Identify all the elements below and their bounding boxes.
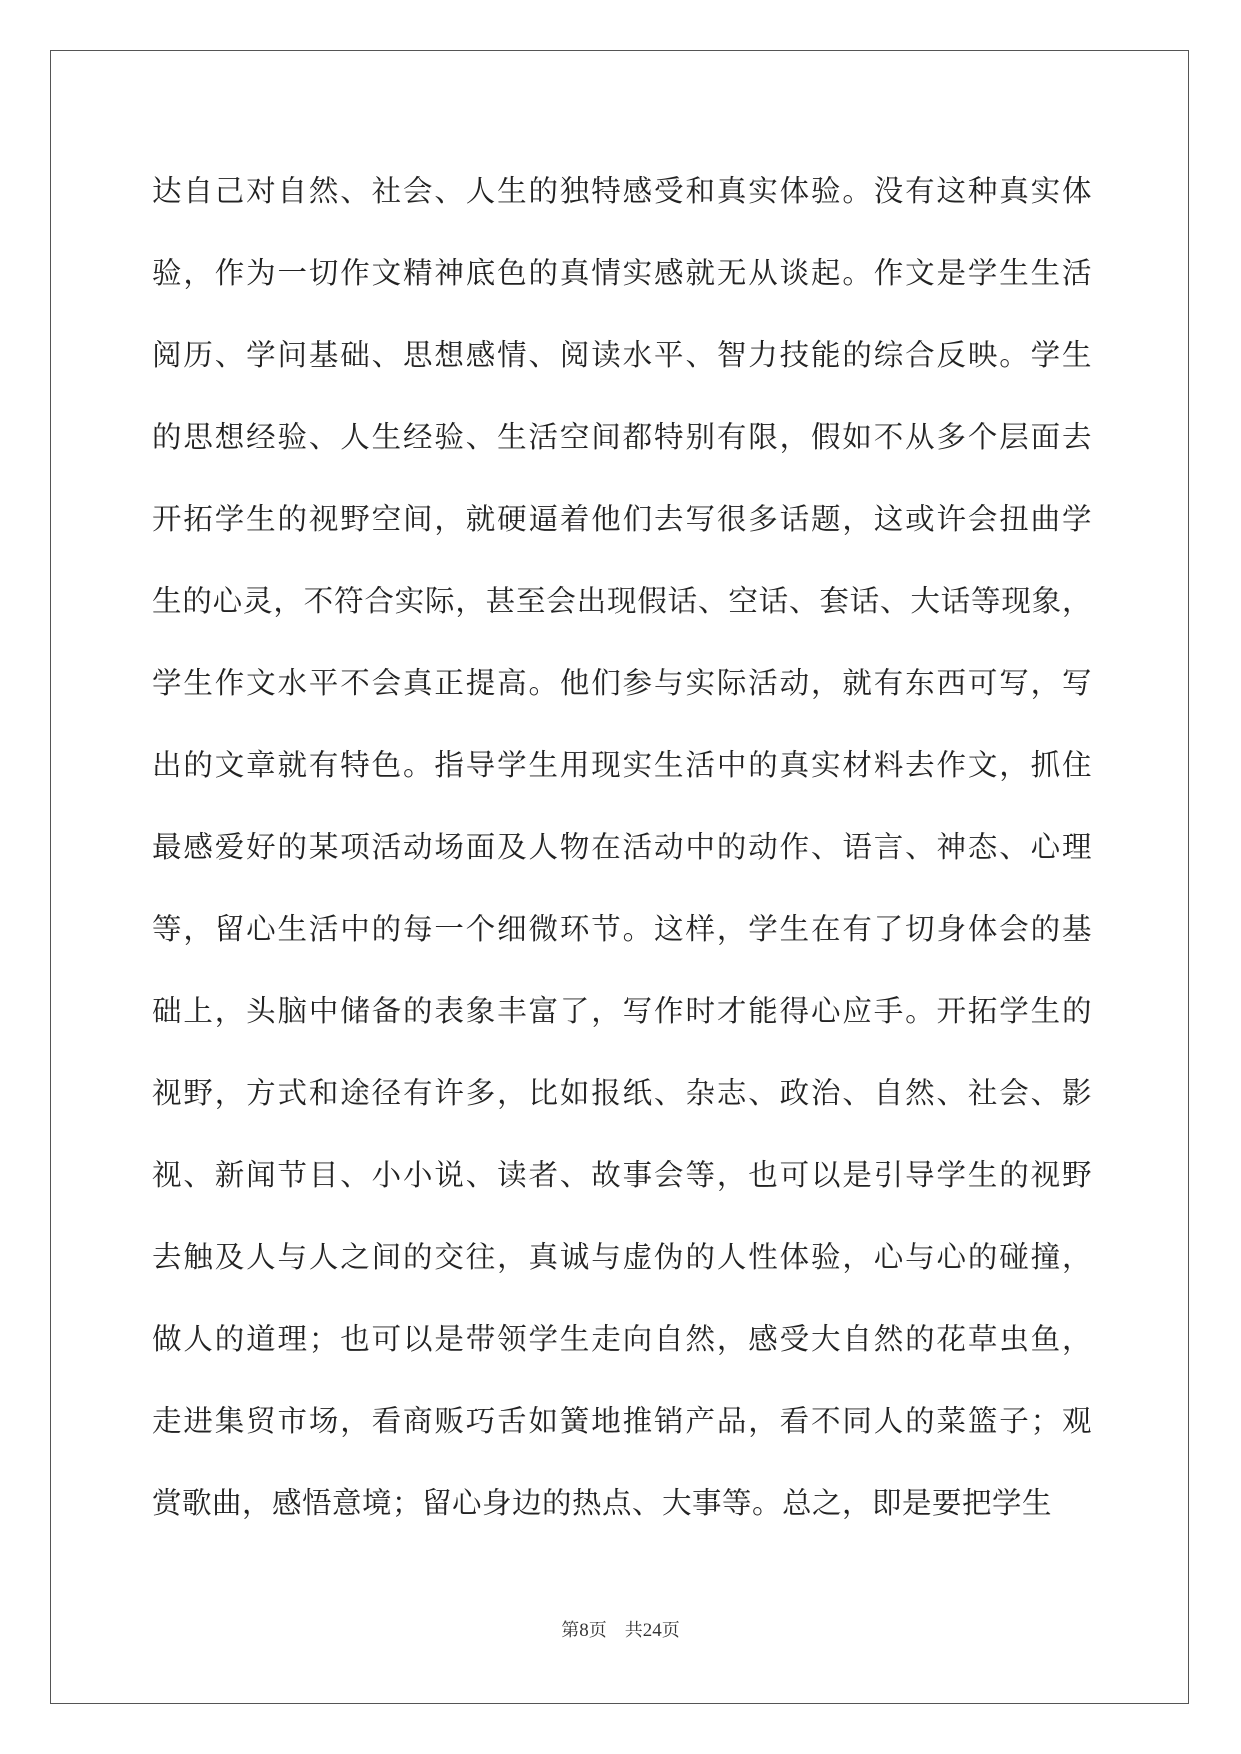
text-line: 出的文章就有特色。指导学生用现实生活中的真实材料去作文，抓住 <box>152 748 1092 782</box>
text-line: 去触及人与人之间的交往，真诚与虚伪的人性体验，心与心的碰撞， <box>152 1240 1092 1274</box>
text-line: 达自己对自然、社会、人生的独特感受和真实体验。没有这种真实体 <box>152 174 1092 208</box>
text-line: 础上，头脑中储备的表象丰富了，写作时才能得心应手。开拓学生的 <box>152 994 1092 1028</box>
page-label-middle: 页 共 <box>588 1620 643 1641</box>
document-body <box>152 166 1092 1560</box>
text-line: 赏歌曲，感悟意境；留心身边的热点、大事等。总之，即是要把学生 <box>152 1486 1053 1520</box>
text-line: 等，留心生活中的每一个细微环节。这样，学生在有了切身体会的基 <box>152 912 1092 946</box>
page-footer <box>0 1616 1241 1642</box>
text-line: 走进集贸市场，看商贩巧舌如簧地推销产品，看不同人的菜篮子；观 <box>152 1404 1092 1438</box>
text-line: 学生作文水平不会真正提高。他们参与实际活动，就有东西可写，写 <box>152 666 1092 700</box>
text-line: 做人的道理；也可以是带领学生走向自然，感受大自然的花草虫鱼， <box>152 1322 1092 1356</box>
page-label-suffix: 页 <box>661 1620 680 1641</box>
current-page-number: 8 <box>579 1620 589 1641</box>
text-line: 阅历、学问基础、思想感情、阅读水平、智力技能的综合反映。学生 <box>152 338 1092 372</box>
total-page-count: 24 <box>642 1620 662 1641</box>
text-line: 视野，方式和途径有许多，比如报纸、杂志、政治、自然、社会、影 <box>152 1076 1092 1110</box>
text-line: 视、新闻节目、小小说、读者、故事会等，也可以是引导学生的视野 <box>152 1158 1092 1192</box>
text-line: 开拓学生的视野空间，就硬逼着他们去写很多话题，这或许会扭曲学 <box>152 502 1092 536</box>
page-label-prefix: 第 <box>561 1620 580 1641</box>
text-line: 最感爱好的某项活动场面及人物在活动中的动作、语言、神态、心理 <box>152 830 1092 864</box>
text-line: 的思想经验、人生经验、生活空间都特别有限，假如不从多个层面去 <box>152 420 1092 454</box>
text-line: 验，作为一切作文精神底色的真情实感就无从谈起。作文是学生生活 <box>152 256 1092 290</box>
text-line: 生的心灵，不符合实际，甚至会出现假话、空话、套话、大话等现象， <box>152 584 1092 618</box>
